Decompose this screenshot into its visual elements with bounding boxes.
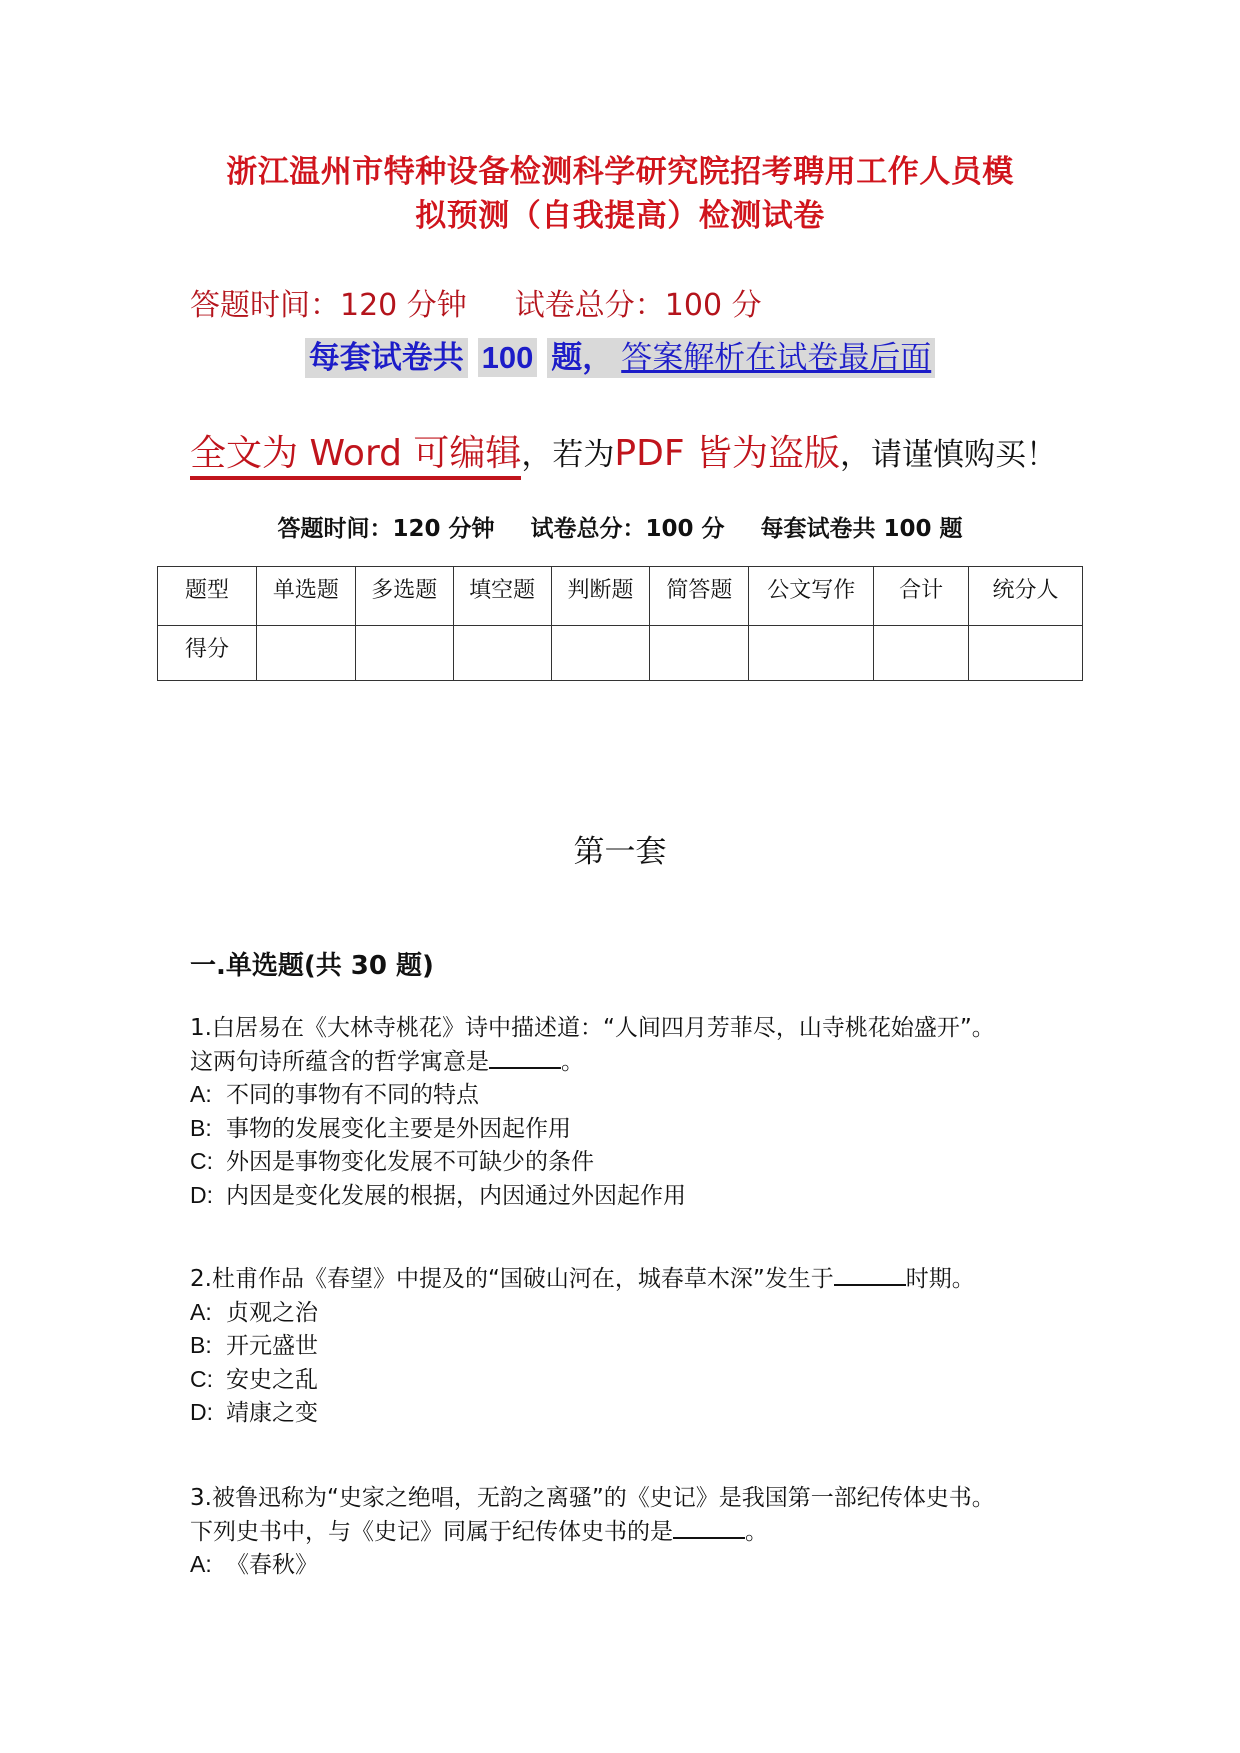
score-cell[interactable] <box>355 626 453 681</box>
question-stem <box>190 1482 995 1515</box>
question-2 <box>190 1262 975 1430</box>
option-letter: D: <box>190 1181 213 1208</box>
answer-analysis-link[interactable]: 答案解析在试卷最后面 <box>617 338 935 378</box>
option-letter: D: <box>190 1399 213 1425</box>
word-editable-notice: 全文为 Word 可编辑 <box>190 433 521 480</box>
option-letter: A: <box>190 1551 212 1577</box>
answer-blank <box>489 1045 561 1069</box>
exam-meta-red <box>190 280 762 324</box>
question-number: 3. <box>190 1485 212 1511</box>
promo-line <box>0 332 1240 377</box>
score-cell[interactable] <box>749 626 874 681</box>
score-table-score-row <box>158 626 1083 681</box>
document-title-line-1: 浙江温州市特种设备检测科学研究院招考聘用工作人员模 <box>226 154 1014 190</box>
question-text: 被鲁迅称为“史家之绝唱，无韵之离骚”的《史记》是我国第一部纪传体史书。 <box>211 1485 995 1511</box>
option[interactable] <box>190 1179 995 1213</box>
question-text: 杜甫作品《春望》中提及的“国破山河在，城春草木深”发生于 <box>211 1266 834 1292</box>
question-tail: 。 <box>745 1518 768 1545</box>
exam-summary <box>0 510 1240 543</box>
exam-total-score: 试卷总分：100 分 <box>514 288 762 323</box>
document-title-line-2: 拟预测（自我提高）检测试卷 <box>415 198 825 234</box>
question-tail: 时期。 <box>905 1266 975 1292</box>
score-cell[interactable] <box>453 626 551 681</box>
purchase-caution-text: ，请谨慎购买！ <box>840 437 1058 473</box>
option-text: 靖康之变 <box>226 1400 318 1426</box>
score-table-header: 单选题 <box>256 567 355 626</box>
option[interactable] <box>190 1112 995 1146</box>
option-text: 《春秋》 <box>226 1552 318 1578</box>
score-table-header: 多选题 <box>355 567 453 626</box>
question-stem-cont <box>190 1045 995 1079</box>
question-stem <box>190 1012 995 1045</box>
score-cell[interactable] <box>874 626 969 681</box>
word-notice <box>190 425 1057 476</box>
score-table-header: 填空题 <box>453 567 551 626</box>
option-text: 内因是变化发展的根据，内因通过外因起作用 <box>226 1182 686 1209</box>
question-1 <box>190 1012 995 1212</box>
score-table-header: 简答题 <box>650 567 749 626</box>
option[interactable] <box>190 1296 975 1330</box>
score-table-header: 合计 <box>874 567 969 626</box>
option-letter: B: <box>190 1332 212 1358</box>
promo-count: 100 <box>478 338 538 377</box>
score-cell[interactable] <box>969 626 1083 681</box>
option-text: 事物的发展变化主要是外因起作用 <box>226 1115 571 1142</box>
answer-blank <box>673 1515 745 1539</box>
option-letter: A: <box>190 1081 212 1107</box>
option-letter: A: <box>190 1298 212 1325</box>
summary-count: 每套试卷共 100 题 <box>760 516 963 542</box>
summary-time: 答题时间：120 分钟 <box>277 516 495 542</box>
score-cell[interactable] <box>256 626 355 681</box>
score-table-header: 公文写作 <box>749 567 874 626</box>
question-stem <box>190 1262 975 1296</box>
section-title: 一.单选题(共 30 题) <box>190 951 434 981</box>
question-3 <box>190 1482 995 1582</box>
option[interactable] <box>190 1548 995 1582</box>
option-text: 贞观之治 <box>226 1299 318 1326</box>
exam-time: 答题时间：120 分钟 <box>190 288 467 323</box>
option[interactable] <box>190 1145 995 1179</box>
score-table-header: 判断题 <box>551 567 650 626</box>
score-cell[interactable] <box>650 626 749 681</box>
promo-text-2: 题， <box>547 338 617 378</box>
pdf-piracy-notice: PDF 皆为盗版 <box>614 433 841 474</box>
option-letter: C: <box>190 1365 213 1392</box>
score-table-header-row <box>158 567 1083 626</box>
question-number: 2. <box>190 1266 212 1292</box>
set-title: 第一套 <box>573 834 667 870</box>
question-tail: 。 <box>561 1048 584 1075</box>
option-text: 外因是事物变化发展不可缺少的条件 <box>226 1149 594 1175</box>
option-text: 安史之乱 <box>226 1366 318 1393</box>
question-text: 下列史书中，与《史记》同属于纪传体史书的是 <box>190 1518 673 1545</box>
question-text: 这两句诗所蕴含的哲学寓意是 <box>190 1048 489 1075</box>
option-text: 开元盛世 <box>226 1333 318 1359</box>
question-text: 白居易在《大林寺桃花》诗中描述道：“人间四月芳菲尽，山寺桃花始盛开”。 <box>211 1015 995 1041</box>
question-stem-cont <box>190 1515 995 1549</box>
score-table <box>157 566 1083 681</box>
option[interactable] <box>190 1396 975 1430</box>
option[interactable] <box>190 1363 975 1397</box>
option-letter: B: <box>190 1114 212 1141</box>
score-cell[interactable] <box>551 626 650 681</box>
option-letter: C: <box>190 1148 213 1174</box>
score-table-header: 统分人 <box>969 567 1083 626</box>
option-text: 不同的事物有不同的特点 <box>226 1082 479 1108</box>
summary-score: 试卷总分：100 分 <box>530 516 725 542</box>
word-notice-text: ，若为 <box>521 437 615 473</box>
score-row-label: 得分 <box>158 626 257 681</box>
score-table-header: 题型 <box>158 567 257 626</box>
option[interactable] <box>190 1078 995 1112</box>
option[interactable] <box>190 1329 975 1363</box>
answer-blank <box>834 1262 906 1286</box>
promo-text-1: 每套试卷共 <box>305 338 468 378</box>
question-number: 1. <box>190 1015 212 1041</box>
